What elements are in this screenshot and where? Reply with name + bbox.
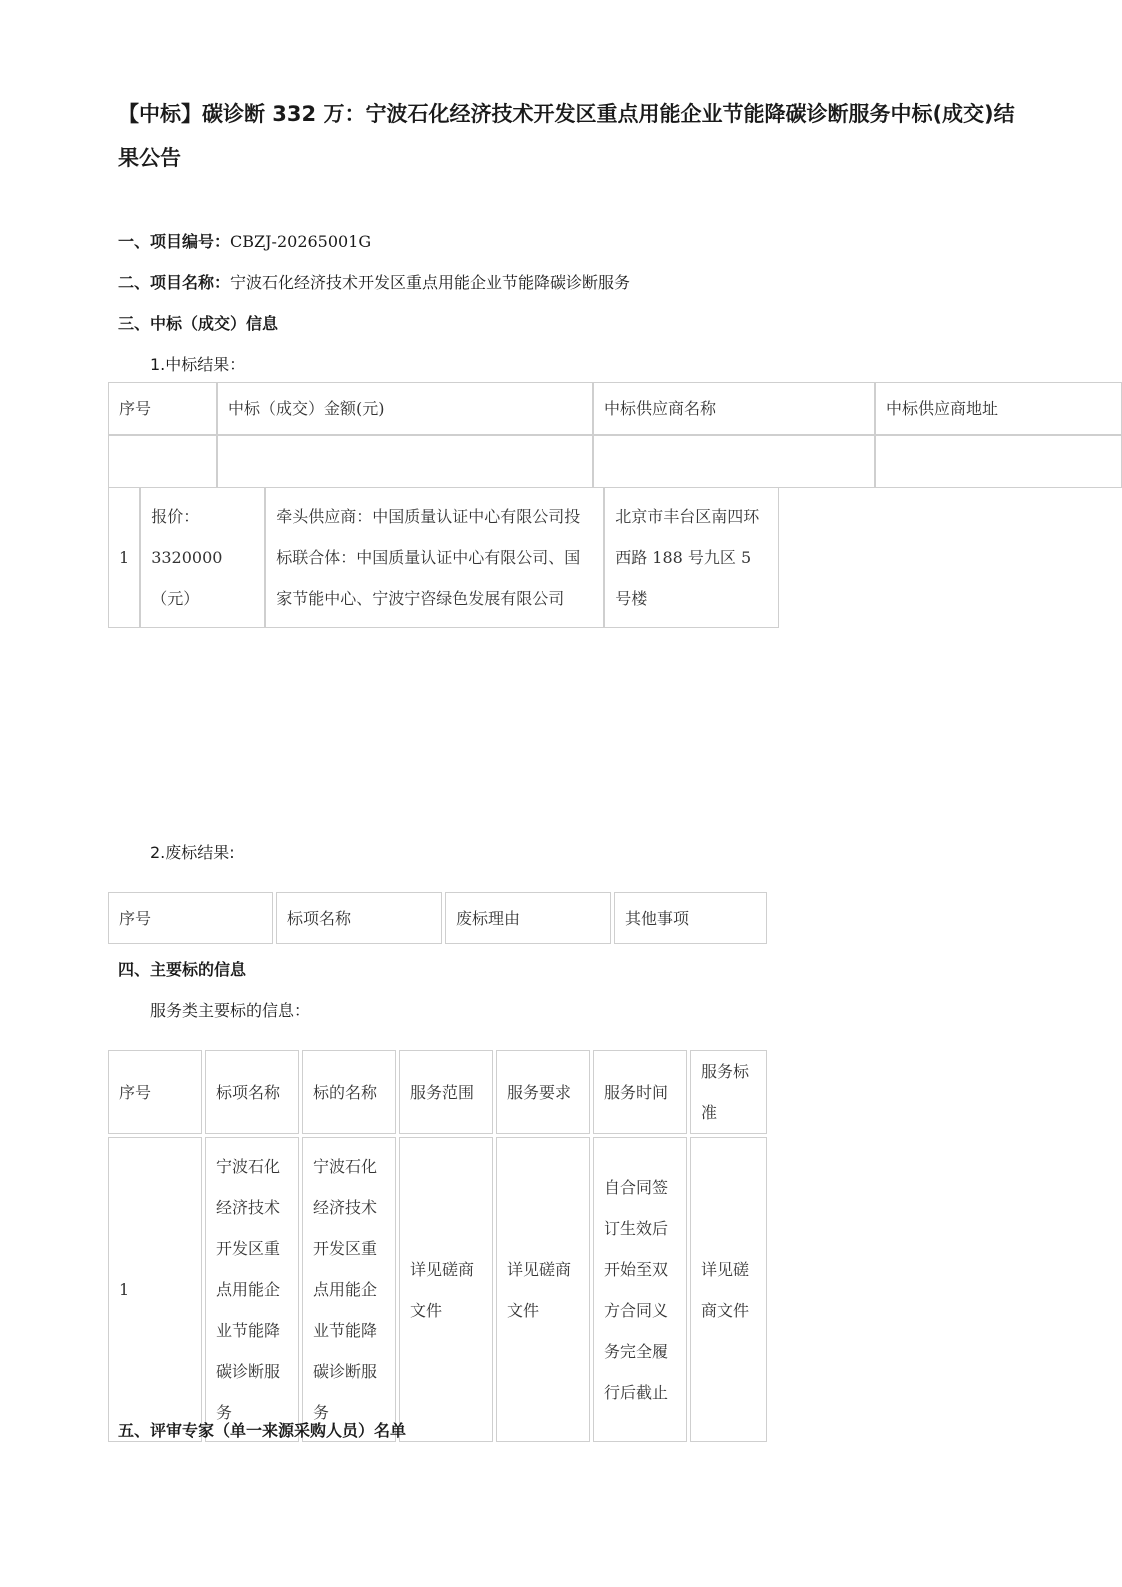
- page-title: 【中标】碳诊断 332 万：宁波石化经济技术开发区重点用能企业节能降碳诊断服务中标(成交)结果公告: [118, 102, 1015, 170]
- service-col-standard: 服务标准: [690, 1050, 767, 1134]
- service-row-no: 1: [108, 1137, 202, 1442]
- void-col-other: 其他事项: [614, 892, 767, 944]
- service-row-time: 自合同签订生效后开始至双方合同义务完全履行后截止: [593, 1137, 687, 1442]
- award-empty-cell: [593, 435, 875, 488]
- award-col-supplier: 中标供应商名称: [593, 382, 875, 435]
- void-col-item: 标项名称: [276, 892, 442, 944]
- service-data-row: [108, 1137, 767, 1442]
- service-col-requirement: 服务要求: [496, 1050, 590, 1134]
- service-row-requirement: 详见磋商文件: [496, 1137, 590, 1442]
- award-data-row: [108, 487, 779, 628]
- award-col-address: 中标供应商地址: [875, 382, 1122, 435]
- project-name-value: 宁波石化经济技术开发区重点用能企业节能降碳诊断服务: [230, 273, 631, 292]
- award-col-no: 序号: [108, 382, 217, 435]
- project-name-label: 二、项目名称：: [118, 273, 231, 292]
- award-empty-cell: [217, 435, 593, 488]
- service-col-subject: 标的名称: [302, 1050, 396, 1134]
- award-empty-row: [108, 435, 1122, 488]
- service-row-item: 宁波石化经济技术开发区重点用能企业节能降碳诊断服务: [205, 1137, 299, 1442]
- award-row-address: 北京市丰台区南四环西路 188 号九区 5 号楼: [604, 487, 779, 628]
- award-row-supplier: 牵头供应商：中国质量认证中心有限公司投标联合体：中国质量认证中心有限公司、国家节能中心、宁波宁咨绿色发展有限公司: [265, 487, 604, 628]
- void-table: [105, 892, 770, 944]
- service-col-no: 序号: [108, 1050, 202, 1134]
- service-row-subject: 宁波石化经济技术开发区重点用能企业节能降碳诊断服务: [302, 1137, 396, 1442]
- award-info-heading: 三、中标（成交）信息: [118, 314, 279, 333]
- award-empty-cell: [108, 435, 217, 488]
- award-empty-cell: [875, 435, 1122, 488]
- void-col-no: 序号: [108, 892, 273, 944]
- void-header-row: [108, 892, 767, 944]
- project-number-value: CBZJ-20265001G: [230, 232, 372, 251]
- award-header-table: [108, 382, 1122, 488]
- service-header-row: [108, 1050, 767, 1134]
- service-table: [105, 1047, 770, 1445]
- void-result-subheading: 2.废标结果:: [150, 843, 235, 862]
- award-header-row: [108, 382, 1122, 435]
- project-name-line: [118, 270, 630, 293]
- award-row-no: 1: [108, 487, 140, 628]
- review-experts-heading: 五、评审专家（单一来源采购人员）名单: [118, 1421, 407, 1440]
- award-data-table: [108, 487, 779, 628]
- service-subject-subheading: 服务类主要标的信息：: [150, 1001, 311, 1020]
- service-col-item: 标项名称: [205, 1050, 299, 1134]
- award-col-amount: 中标（成交）金额(元): [217, 382, 593, 435]
- service-row-standard: 详见磋商文件: [690, 1137, 767, 1442]
- service-col-time: 服务时间: [593, 1050, 687, 1134]
- service-col-scope: 服务范围: [399, 1050, 493, 1134]
- award-result-subheading: 1.中标结果：: [150, 355, 246, 374]
- void-col-reason: 废标理由: [445, 892, 611, 944]
- main-subject-heading: 四、主要标的信息: [118, 960, 247, 979]
- award-row-price: 报价：3320000（元）: [140, 487, 265, 628]
- project-number-line: [118, 229, 371, 252]
- project-number-label: 一、项目编号：: [118, 232, 231, 251]
- service-row-scope: 详见磋商文件: [399, 1137, 493, 1442]
